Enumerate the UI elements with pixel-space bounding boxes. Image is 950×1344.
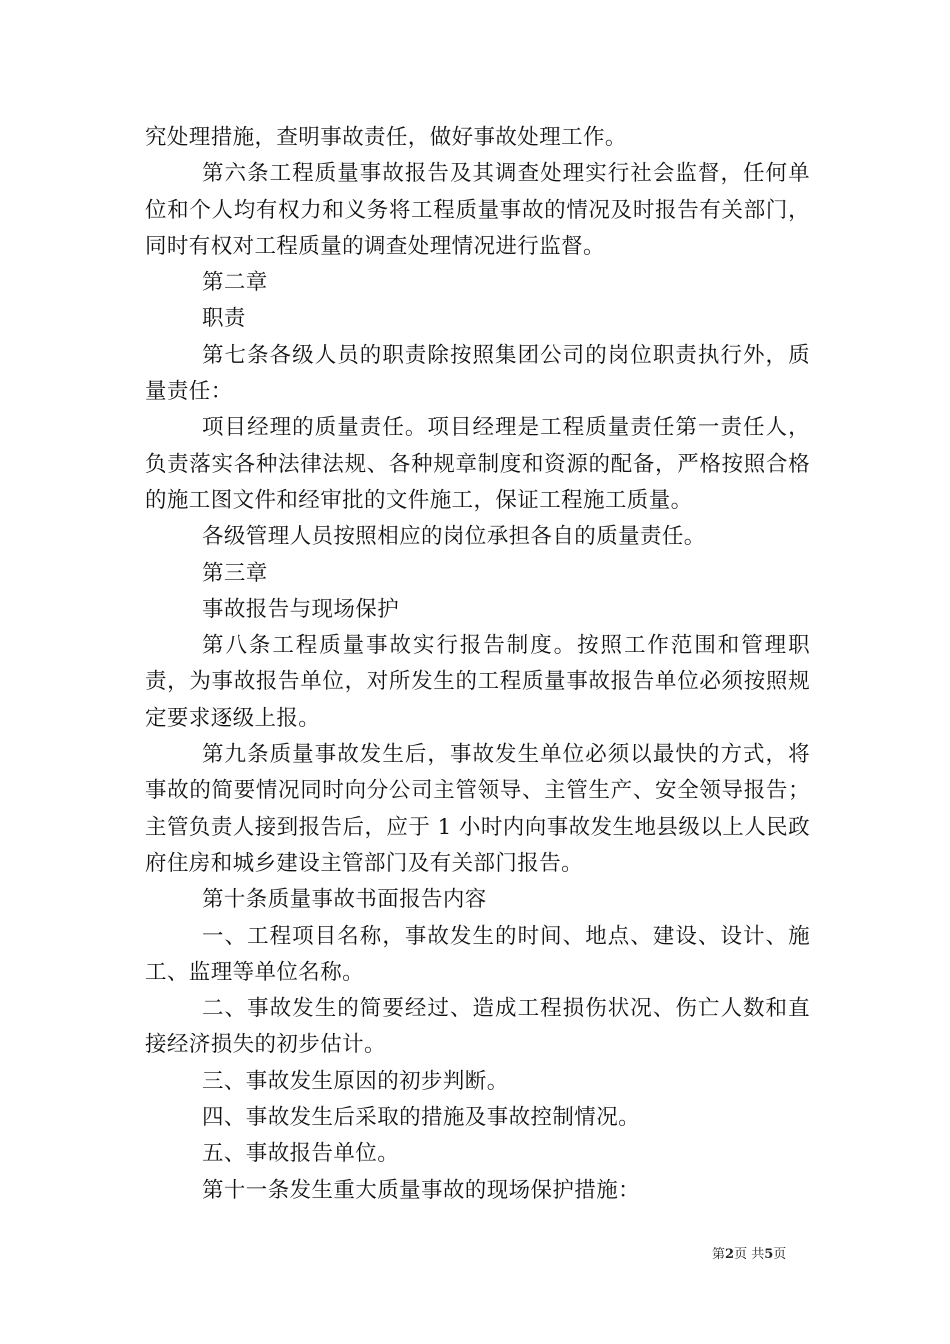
paragraph: 第七条各级人员的职责除按照集团公司的岗位职责执行外，质量责任：	[145, 342, 810, 405]
paragraph: 第九条质量事故发生后，事故发生单位必须以最快的方式，将事故的简要情况同时向分公司主管领导、主管生产、安全领导报告；主管负责人接到报告后，应于 1 小时内向事故发生地县级以上人民政府住房和城乡建设主管部门及有关部门报告。	[145, 742, 810, 876]
list-item: 一、工程项目名称，事故发生的时间、地点、建设、设计、施工、监理等单位名称。	[145, 923, 810, 985]
paragraph: 究处理措施，查明事故责任，做好事故处理工作。	[145, 125, 627, 150]
document-body	[145, 120, 810, 1209]
footer-suffix: 页	[773, 1247, 787, 1262]
footer-middle: 页 共	[734, 1247, 765, 1262]
paragraph: 第十条质量事故书面报告内容	[202, 887, 487, 913]
total-pages-number: 5	[764, 1247, 774, 1262]
paragraph: 第十一条发生重大质量事故的现场保护措施：	[202, 1177, 641, 1203]
paragraph: 第八条工程质量事故实行报告制度。按照工作范围和管理职责，为事故报告单位，对所发生的工程质量事故报告单位必须按照规定要求逐级上报。	[145, 633, 810, 731]
paragraph: 第六条工程质量事故报告及其调查处理实行社会监督，任何单位和个人均有权力和义务将工程质量事故的情况及时报告有关部门，同时有权对工程质量的调查处理情况进行监督。	[145, 161, 810, 259]
footer-prefix: 第	[712, 1247, 726, 1262]
list-item: 五、事故报告单位。	[202, 1141, 400, 1167]
chapter-title: 事故报告与现场保护	[202, 596, 400, 622]
chapter-heading: 第三章	[202, 560, 268, 586]
list-item: 二、事故发生的简要经过、造成工程损伤状况、伤亡人数和直接经济损失的初步估计。	[145, 996, 810, 1058]
paragraph: 各级管理人员按照相应的岗位承担各自的质量责任。	[202, 524, 706, 550]
page-footer	[712, 1247, 786, 1263]
list-item: 三、事故发生原因的初步判断。	[202, 1068, 509, 1094]
paragraph: 项目经理的质量责任。项目经理是工程质量责任第一责任人，负责落实各种法律法规、各种规章制度和资源的配备，严格按照合格的施工图文件和经审批的文件施工，保证工程施工质量。	[145, 415, 810, 513]
chapter-title: 职责	[202, 306, 246, 332]
chapter-heading: 第二章	[202, 270, 268, 296]
list-item: 四、事故发生后采取的措施及事故控制情况。	[202, 1105, 641, 1131]
current-page-number: 2	[725, 1247, 735, 1262]
